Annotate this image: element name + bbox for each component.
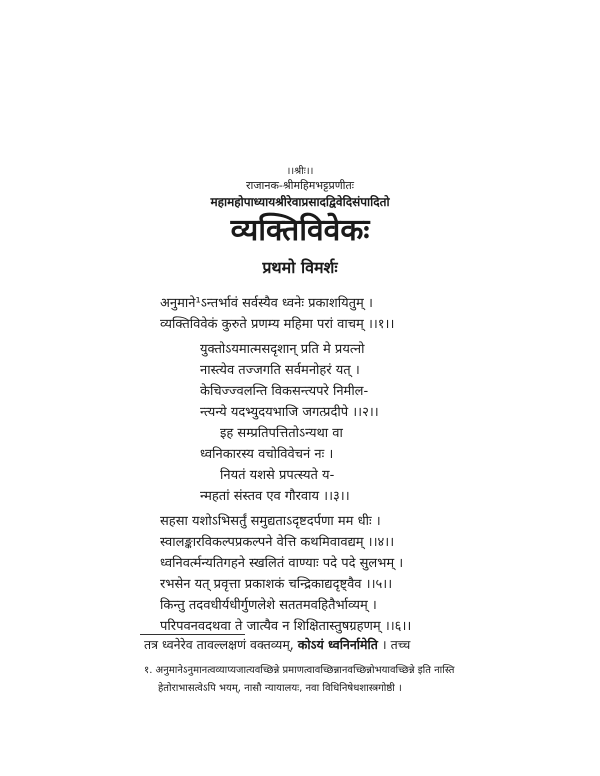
verse-4-line-1: सहसा यशोऽभिसर्तुं समुद्यताऽदृष्टदर्पणा मम धीः । <box>160 514 381 529</box>
verse-6-line-2: परिपवनवदथवा ते जात्यैव न शिक्षितास्तुषग्रहणम् ।।६।। <box>160 619 412 634</box>
verse-1-line-1: अनुमाने¹ऽन्तर्भावं सर्वस्यैव ध्वनेः प्रकाशयितुम् । <box>160 296 373 311</box>
verse-2-line-4: न्त्यन्ये यदभ्युदयभाजि जगत्प्रदीपे ।।२।। <box>200 405 379 420</box>
verse-6-line-1: किन्तु तदवधीर्यधीर्गुणलेशे सततमवहितैर्भाव्यम् । <box>160 598 377 613</box>
verse-4-line-2: स्वालङ्कारविकल्पप्रकल्पने वेत्ति कथमिवावद्यम् ।।४।। <box>160 535 395 550</box>
verse-2-line-1: युक्तोऽयमात्मसदृशान् प्रति मे प्रयत्नो <box>200 342 365 357</box>
invocation: ।।श्रीः।। <box>286 166 314 177</box>
verse-3-line-3: नियतं यशसे प्रपत्स्यते य- <box>220 468 335 483</box>
editor-line: महामहोपाध्यायश्रीरेवाप्रसादद्विवेदिसंपादितो <box>210 195 390 209</box>
verse-3-line-4: न्महतां संस्तव एव गौरवाय ।।३।। <box>200 489 350 504</box>
chapter-heading: प्रथमो विमर्शः <box>262 258 338 277</box>
author-line: राजानक-श्रीमहिमभट्टप्रणीतः <box>245 179 355 192</box>
page-title: व्यक्तिविवेकः <box>230 213 370 248</box>
verse-5-line-2: रभसेन यत् प्रवृत्ता प्रकाशकं चन्द्रिकाद्यदृष्ट्वैव ।।५।। <box>160 577 393 592</box>
footnote-divider <box>140 634 245 635</box>
prose-text: तत्र ध्वनेरेव तावल्लक्षणं वक्तव्यम्, <box>144 637 294 652</box>
footnote-line-1: १. अनुमानेऽनुमानत्वव्याप्यजात्यवच्छिन्ने प्रमाणत्वावच्छिन्नानवच्छिन्नोभयावच्छिन्ने इति नास्ति <box>144 665 455 676</box>
verse-5-line-1: ध्वनिवर्त्मन्यतिगहने स्खलितं वाण्याः पदे पदे सुलभम् । <box>160 556 404 571</box>
verse-2-line-2: नास्त्येव तज्जगति सर्वमनोहरं यत् । <box>200 363 360 378</box>
verse-3-line-2: ध्वनिकारस्य वचोविवेचनं नः । <box>200 447 334 462</box>
verse-3-line-1: इह सम्प्रतिपत्तितोऽन्यथा वा <box>220 426 343 441</box>
prose-tail: । तच्च <box>381 637 411 652</box>
footnote-line-2: हेतोराभासत्वेऽपि भयम्, नासौ न्यायालयः, नवा विधिनिषेधशास्त्रगोष्ठी । <box>158 683 402 694</box>
prose-question: कोऽयं ध्वनिर्नामेति <box>297 637 378 652</box>
verse-2-line-3: केचिज्ज्वलन्ति विकसन्त्यपरे निमील- <box>200 384 369 399</box>
verse-1-line-2: व्यक्तिविवेकं कुरुते प्रणम्य महिमा परां वाचम् ।।१।। <box>160 317 395 332</box>
prose-line <box>144 636 410 653</box>
